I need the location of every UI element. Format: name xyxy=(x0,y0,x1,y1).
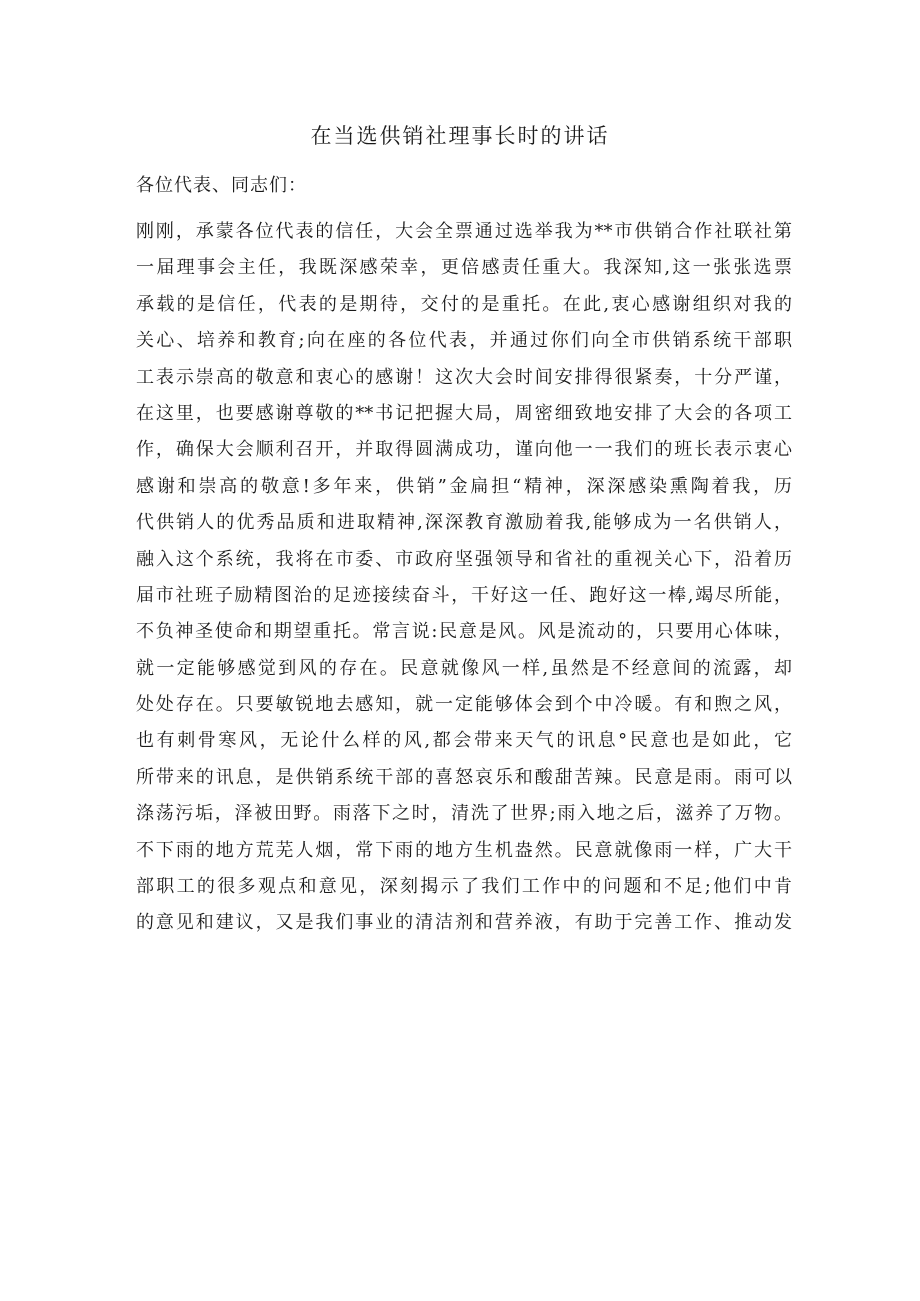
body-line: 感谢和崇高的敬意!多年来，供销”金扁担“精神，深深感染熏陶着我，历 xyxy=(136,475,792,497)
salutation: 各位代表、同志们： xyxy=(136,175,307,196)
body-line: 涤荡污垢，泽被田野。雨落下之时，清洗了世界;雨入地之后，滋养了万物。 xyxy=(136,803,792,825)
body-line: 不下雨的地方荒芜人烟，常下雨的地方生机盎然。民意就像雨一样，广大干 xyxy=(136,839,792,861)
body-line: 不负神圣使命和期望重托。常言说:民意是风。风是流动的，只要用心体味， xyxy=(136,621,792,643)
body-line: 刚刚，承蒙各位代表的信任，大会全票通过选举我为**市供销合作社联社第 xyxy=(136,221,792,242)
body-line: 在这里，也要感谢尊敬的**书记把握大局，周密细致地安排了大会的各项工 xyxy=(136,402,792,424)
body-line: 作，确保大会顺利召开，并取得圆满成功，谨向他一一我们的班长表示衷心 xyxy=(136,439,792,461)
document-title: 在当选供销社理事长时的讲话 xyxy=(310,124,610,148)
body-line: 代供销人的优秀品质和进取精神,深深教育激励着我,能够成为一名供销人， xyxy=(136,512,792,534)
body-line: 处处存在。只要敏锐地去感知，就一定能够体会到个中冷暖。有和煦之风， xyxy=(136,694,792,716)
body-line: 的意见和建议，又是我们事业的清洁剂和营养液，有助于完善工作、推动发 xyxy=(136,912,792,934)
body-line: 部职工的很多观点和意见，深刻揭示了我们工作中的问题和不足;他们中肯 xyxy=(136,876,792,898)
body-text xyxy=(136,214,796,942)
body-line: 一届理事会主任，我既深感荣幸，更倍感责任重大。我深知,这一张张选票 xyxy=(136,257,792,279)
body-line: 关心、培养和教育;向在座的各位代表，并通过你们向全市供销系统干部职 xyxy=(136,330,792,352)
body-line: 就一定能够感觉到风的存在。民意就像风一样,虽然是不经意间的流露，却 xyxy=(136,657,792,679)
body-line: 承载的是信任，代表的是期待，交付的是重托。在此,衷心感谢组织对我的 xyxy=(136,293,792,315)
body-line: 融入这个系统，我将在市委、市政府坚强领导和省社的重视关心下，沿着历 xyxy=(136,548,792,570)
body-line: 届市社班子励精图治的足迹接续奋斗，干好这一任、跑好这一棒,竭尽所能， xyxy=(136,584,792,606)
body-line: 所带来的讯息，是供销系统干部的喜怒哀乐和酸甜苦辣。民意是雨。雨可以 xyxy=(136,766,792,788)
body-line: 也有刺骨寒风，无论什么样的风,都会带来天气的讯息°民意也是如此，它 xyxy=(136,730,792,752)
body-line: 工表示崇高的敬意和衷心的感谢！这次大会时间安排得很紧奏，十分严谨， xyxy=(136,366,792,388)
